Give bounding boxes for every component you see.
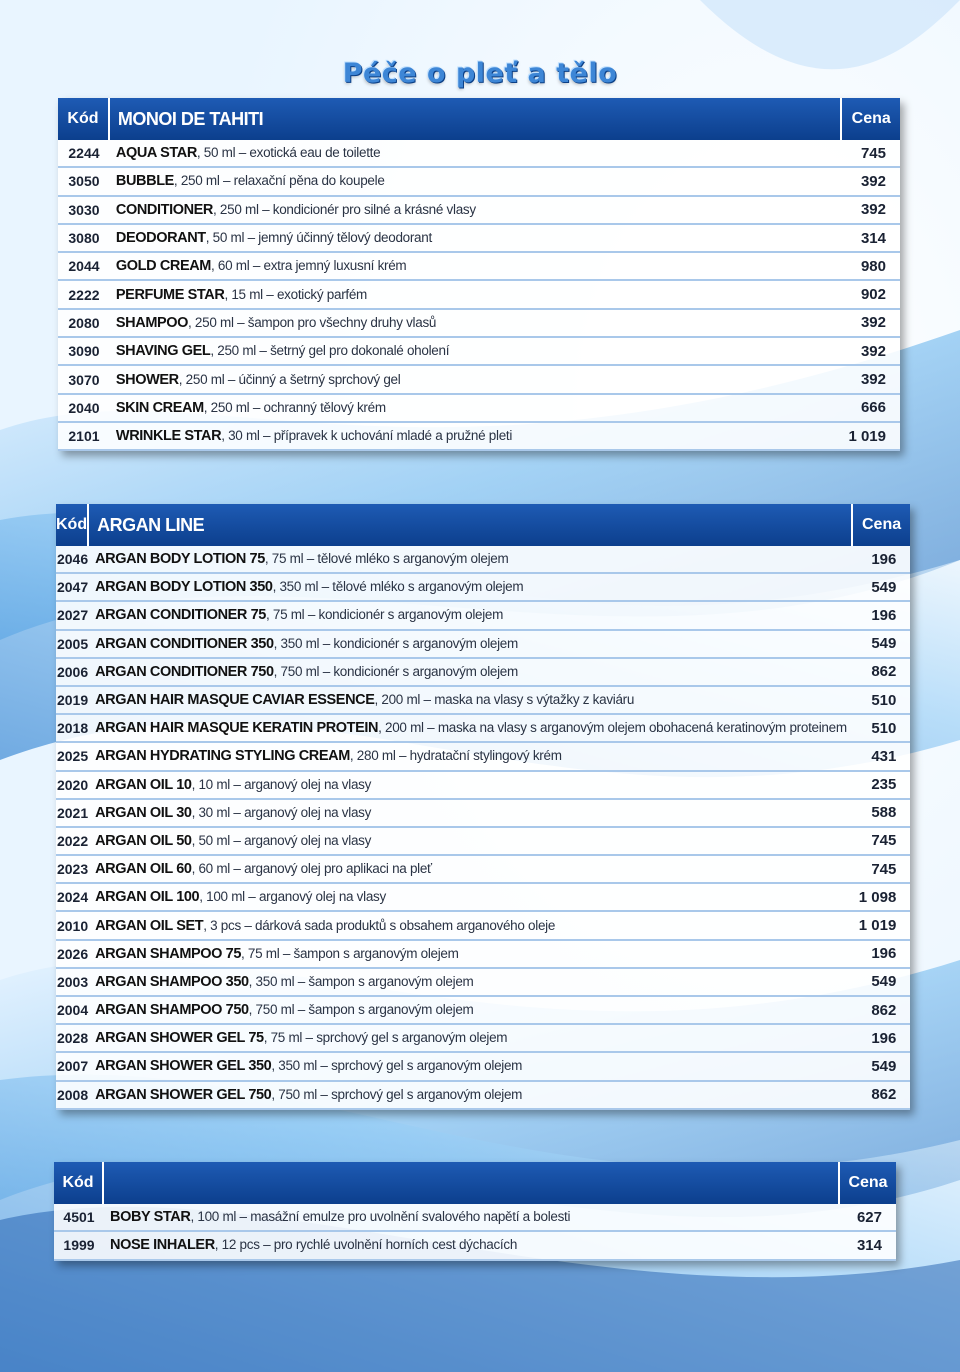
product-description: , 30 ml – přípravek k uchování mladé a pružné pleti [221,428,513,444]
product-code: 2046 [56,546,89,574]
monoi-rows [58,140,900,451]
product-cell [110,281,843,309]
product-cell [89,631,853,659]
product-code: 2006 [56,659,89,687]
table-row [58,423,900,451]
product-cell [89,1082,853,1110]
product-price: 549 [853,1053,911,1081]
product-description: , 200 ml – maska na vlasy s arganovým olejem obohacená keratinovým proteinem [378,720,847,736]
argan-rows [56,546,910,1110]
product-name: ARGAN SHAMPOO 75 [95,945,241,962]
product-description: , 250 ml – šampon pro všechny druhy vlasů [188,314,437,330]
product-description: , 250 ml – účinný a šetrný sprchový gel [178,371,401,387]
product-cell [89,574,853,602]
product-name: ARGAN OIL SET [95,917,204,934]
product-code: 2021 [56,800,89,828]
product-code: 3070 [58,366,110,394]
product-price: 235 [853,772,911,800]
product-code: 2101 [58,423,110,451]
product-price: 862 [853,1082,911,1110]
product-code: 2080 [58,310,110,338]
product-description: , 350 ml – sprchový gel s arganovým olejem [271,1058,523,1074]
product-cell [89,687,853,715]
product-name: ARGAN SHOWER GEL 75 [95,1030,264,1047]
product-price: 314 [840,1232,896,1260]
product-cell [110,140,843,168]
table-row [56,884,910,912]
product-code: 3090 [58,338,110,366]
column-header-price: Cena [840,1162,896,1204]
product-price: 392 [842,168,900,196]
product-description: , 100 ml – arganový olej na vlasy [199,889,386,905]
table-row [58,197,900,225]
product-price: 392 [842,197,900,225]
product-name: ARGAN SHAMPOO 750 [95,1002,249,1019]
product-cell [89,912,853,940]
product-code: 2024 [56,884,89,912]
column-header-code: Kód [56,504,89,546]
product-code: 2008 [56,1082,89,1110]
product-code: 3050 [58,168,110,196]
page-title: Péče o pleť a tělo [342,58,618,89]
product-name: CONDITIONER [115,201,214,218]
product-cell [89,602,853,630]
product-name: ARGAN BODY LOTION 350 [95,579,273,596]
table-row [56,772,910,800]
product-code: 3030 [58,197,110,225]
product-name: ARGAN OIL 100 [95,889,200,906]
product-price: 745 [853,856,911,884]
product-price: 1 098 [853,884,911,912]
product-price: 196 [853,1025,911,1053]
product-cell [104,1204,840,1232]
product-price: 392 [842,338,900,366]
product-name: ARGAN HAIR MASQUE CAVIAR ESSENCE [95,692,375,709]
table-row [58,253,900,281]
product-code: 2004 [56,997,89,1025]
product-price: 745 [842,140,900,168]
product-description: , 750 ml – sprchový gel s arganovým olejem [271,1086,523,1102]
product-description: , 250 ml – ochranný tělový krém [203,399,386,415]
product-description: , 30 ml – arganový olej na vlasy [191,804,372,820]
table-row [54,1204,896,1232]
column-header-section: MONOI DE TAHITI [110,98,843,140]
product-cell [89,997,853,1025]
argan-table [56,504,910,1110]
product-cell [89,743,853,771]
table-row [58,281,900,309]
product-price: 980 [842,253,900,281]
product-description: , 15 ml – exotický parfém [224,286,367,302]
table-row [58,338,900,366]
product-code: 2044 [58,253,110,281]
product-name: ARGAN HAIR MASQUE KERATIN PROTEIN [95,720,379,737]
product-description: , 75 ml – sprchový gel s arganovým olejem [263,1030,508,1046]
table-row [56,969,910,997]
product-code: 2047 [56,574,89,602]
product-description: , 60 ml – extra jemný luxusní krém [211,258,407,274]
product-cell [89,941,853,969]
product-name: ARGAN SHOWER GEL 750 [95,1086,272,1103]
product-price: 1 019 [842,423,900,451]
product-name: WRINKLE STAR [115,428,222,445]
product-name: BUBBLE [115,173,174,190]
product-code: 2028 [56,1025,89,1053]
column-header-code: Kód [54,1162,104,1204]
product-code: 2244 [58,140,110,168]
monoi-table [58,98,900,451]
product-name: ARGAN SHAMPOO 350 [95,973,249,990]
product-cell [110,168,843,196]
product-code: 2027 [56,602,89,630]
product-code: 2023 [56,856,89,884]
column-header-price: Cena [842,98,900,140]
product-description: , 50 ml – jemný účinný tělový deodorant [205,230,432,246]
table-header-row [56,504,910,546]
product-price: 745 [853,828,911,856]
product-description: , 350 ml – tělové mléko s arganovým olejem [272,579,524,595]
other-table [54,1162,896,1261]
product-cell [110,338,843,366]
table-row [56,997,910,1025]
product-price: 314 [842,225,900,253]
product-code: 2005 [56,631,89,659]
product-price: 902 [842,281,900,309]
table-row [58,168,900,196]
table-row [56,631,910,659]
table-row [54,1232,896,1260]
table-row [56,828,910,856]
product-cell [89,546,853,574]
product-name: ARGAN SHOWER GEL 350 [95,1058,272,1075]
product-price: 627 [840,1204,896,1232]
product-description: , 50 ml – arganový olej na vlasy [191,832,372,848]
product-cell [89,884,853,912]
product-price: 549 [853,574,911,602]
product-code: 2007 [56,1053,89,1081]
product-description: , 350 ml – kondicionér s arganovým olejem [273,635,518,651]
table-row [58,140,900,168]
product-code: 2020 [56,772,89,800]
product-cell [110,197,843,225]
column-header-code: Kód [58,98,110,140]
table-row [58,225,900,253]
product-description: , 350 ml – šampon s arganovým olejem [248,973,474,989]
product-name: ARGAN OIL 30 [95,804,192,821]
product-name: ARGAN HYDRATING STYLING CREAM [95,748,350,765]
product-code: 2019 [56,687,89,715]
product-cell [89,659,853,687]
product-cell [110,395,843,423]
product-price: 862 [853,997,911,1025]
table-row [58,395,900,423]
product-price: 196 [853,602,911,630]
table-row [56,743,910,771]
table-row [58,310,900,338]
product-cell [89,856,853,884]
product-name: ARGAN OIL 60 [95,861,192,878]
product-description: , 75 ml – tělové mléko s arganovým olejem [264,551,509,567]
product-description: , 75 ml – kondicionér s arganovým olejem [265,607,504,623]
product-description: , 250 ml – šetrný gel pro dokonalé oholení [210,343,450,359]
table-row [56,912,910,940]
product-price: 510 [853,687,911,715]
product-name: ARGAN OIL 50 [95,832,192,849]
product-name: ARGAN CONDITIONER 350 [95,635,274,652]
product-price: 862 [853,659,911,687]
table-row [56,602,910,630]
product-cell [110,253,843,281]
product-cell [110,225,843,253]
table-row [58,366,900,394]
product-price: 510 [853,715,911,743]
product-price: 392 [842,366,900,394]
product-cell [110,310,843,338]
product-cell [110,366,843,394]
table-row [56,1053,910,1081]
table-row [56,800,910,828]
column-header-price: Cena [853,504,911,546]
product-description: , 750 ml – šampon s arganovým olejem [248,1002,474,1018]
product-description: , 750 ml – kondicionér s arganovým olejem [273,663,518,679]
product-name: ARGAN CONDITIONER 75 [95,607,266,624]
table-row [56,1025,910,1053]
product-name: BOBY STAR [110,1209,191,1226]
product-code: 2010 [56,912,89,940]
product-description: , 3 pcs – dárková sada produktů s obsahem arganového oleje [203,917,556,933]
product-cell [89,828,853,856]
product-price: 196 [853,546,911,574]
product-name: NOSE INHALER [110,1237,215,1254]
product-description: , 12 pcs – pro rychlé uvolnění horních cest dýchacích [214,1237,518,1253]
product-cell [89,800,853,828]
other-rows [54,1204,896,1261]
product-code: 4501 [54,1204,104,1232]
product-price: 549 [853,631,911,659]
product-code: 2222 [58,281,110,309]
product-name: GOLD CREAM [115,258,211,275]
table-row [56,1082,910,1110]
product-code: 3080 [58,225,110,253]
product-cell [89,969,853,997]
product-cell [110,423,843,451]
product-description: , 250 ml – kondicionér pro silné a krásné vlasy [213,201,476,217]
table-row [56,941,910,969]
product-code: 2026 [56,941,89,969]
product-name: SHOWER [115,371,179,388]
product-name: SHAMPOO [115,314,189,331]
product-price: 392 [842,310,900,338]
product-price: 588 [853,800,911,828]
table-row [56,659,910,687]
column-header-section: ARGAN LINE [89,504,853,546]
product-code: 1999 [54,1232,104,1260]
table-row [56,715,910,743]
product-name: ARGAN BODY LOTION 75 [95,551,265,568]
table-row [56,687,910,715]
column-header-section [104,1162,840,1204]
product-name: PERFUME STAR [115,286,225,303]
table-header-row [58,98,900,140]
product-description: , 280 ml – hydratační stylingový krém [349,748,562,764]
product-description: , 10 ml – arganový olej na vlasy [191,776,372,792]
product-name: ARGAN CONDITIONER 750 [95,663,274,680]
product-name: AQUA STAR [115,145,197,162]
product-description: , 50 ml – exotická eau de toilette [196,145,381,161]
product-cell [104,1232,840,1260]
product-price: 666 [842,395,900,423]
product-code: 2003 [56,969,89,997]
product-code: 2022 [56,828,89,856]
table-row [56,856,910,884]
product-cell [89,772,853,800]
product-cell [89,1025,853,1053]
product-price: 196 [853,941,911,969]
product-code: 2018 [56,715,89,743]
product-name: DEODORANT [115,230,206,247]
product-description: , 100 ml – masážní emulze pro uvolnění svalového napětí a bolesti [190,1209,571,1225]
product-price: 549 [853,969,911,997]
product-code: 2040 [58,395,110,423]
product-price: 431 [853,743,911,771]
product-price: 1 019 [853,912,911,940]
product-description: , 250 ml – relaxační pěna do koupele [173,173,385,189]
product-description: , 75 ml – šampon s arganovým olejem [240,945,459,961]
product-name: ARGAN OIL 10 [95,776,192,793]
product-cell [89,715,853,743]
table-row [56,546,910,574]
product-name: SKIN CREAM [115,399,204,416]
product-code: 2025 [56,743,89,771]
product-cell [89,1053,853,1081]
table-row [56,574,910,602]
product-description: , 60 ml – arganový olej pro aplikaci na pleť [191,861,432,877]
table-header-row [54,1162,896,1204]
product-description: , 200 ml – maska na vlasy s výtažky z kaviáru [374,692,635,708]
product-name: SHAVING GEL [115,343,211,360]
